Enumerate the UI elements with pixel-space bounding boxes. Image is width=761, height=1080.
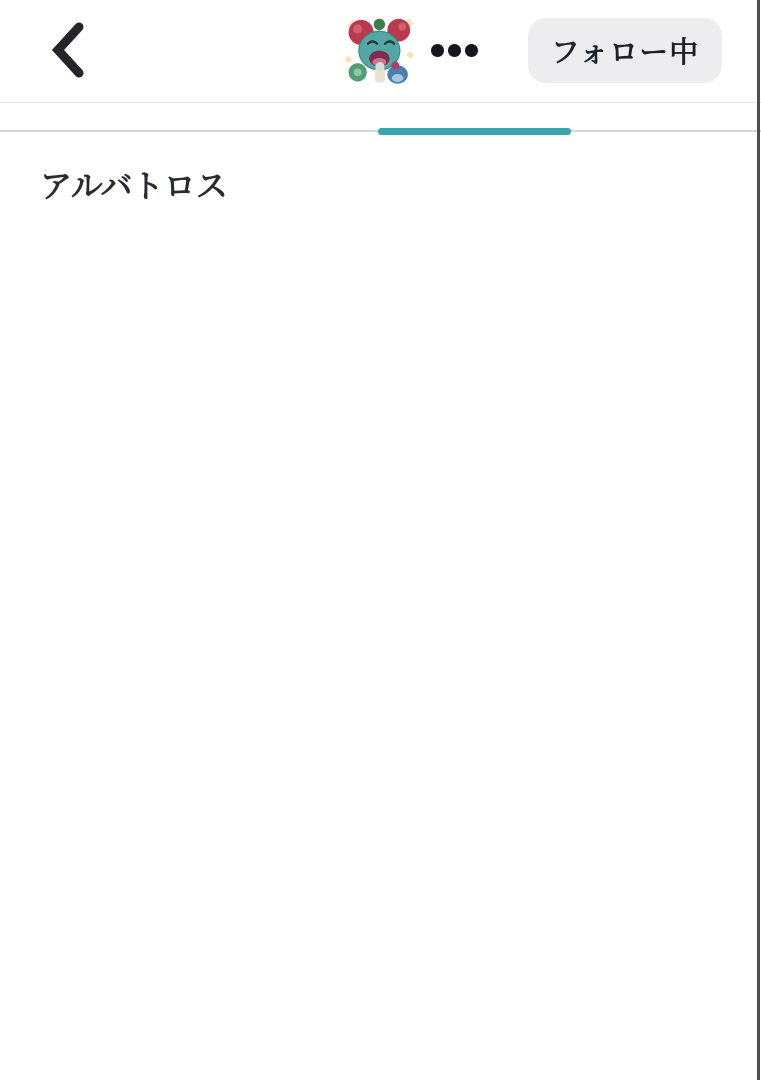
shop-avatar-image (344, 13, 417, 86)
active-tab-indicator (378, 128, 571, 135)
description-line (40, 301, 718, 344)
follow-button[interactable]: フォロー中 (528, 18, 722, 83)
description-line (40, 387, 718, 430)
chevron-left-icon (51, 22, 85, 78)
description-line (40, 903, 718, 946)
tab-strip (0, 104, 761, 132)
description-line (40, 774, 718, 817)
description-line (40, 516, 718, 559)
description-line (40, 731, 718, 774)
back-button[interactable] (44, 16, 92, 84)
description-line (40, 946, 718, 989)
description-line (40, 860, 718, 903)
description-line (40, 817, 718, 860)
header-bar (0, 0, 761, 103)
description-line (40, 258, 718, 301)
more-options-button[interactable] (424, 36, 484, 64)
shop-description (0, 135, 758, 989)
screenshot-edge (757, 0, 760, 1080)
description-line (40, 430, 718, 473)
more-horizontal-icon (431, 44, 478, 57)
description-line (40, 344, 718, 387)
description-line (40, 559, 718, 602)
description-line (40, 688, 718, 731)
description-line (40, 473, 718, 516)
description-line (40, 602, 718, 645)
description-line (40, 645, 718, 688)
shop-name: アルバトロス (40, 168, 228, 204)
shop-avatar-illustration-icon (344, 13, 417, 86)
